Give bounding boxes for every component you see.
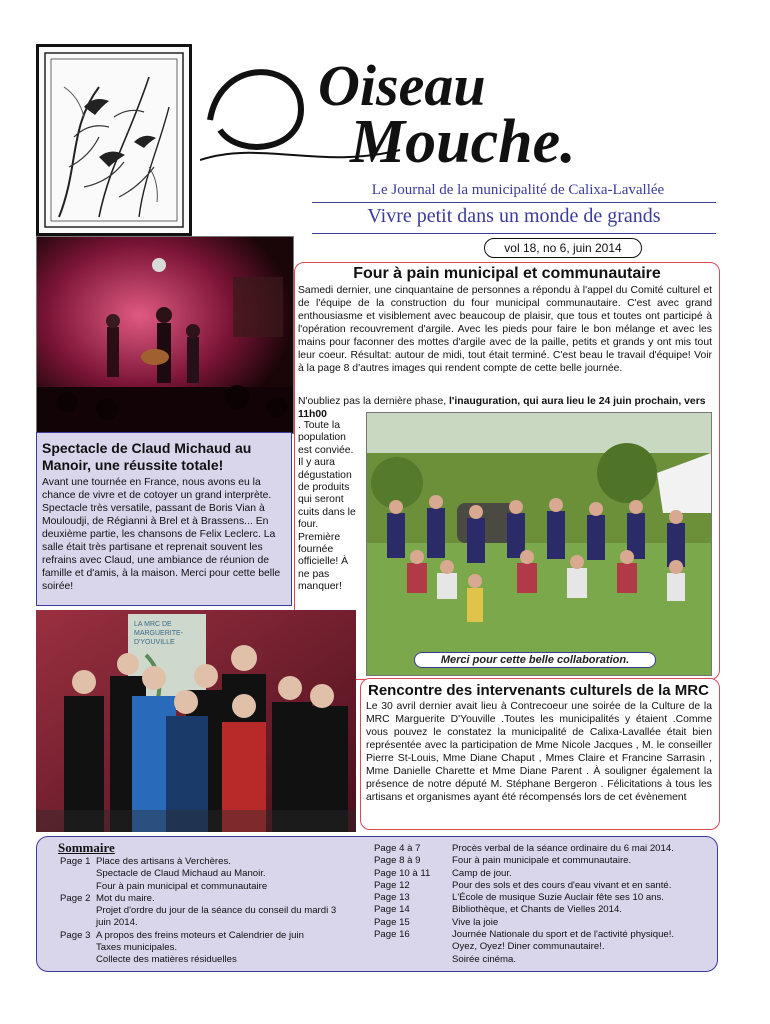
divider — [312, 202, 716, 203]
toc-item: Camp de jour. — [452, 867, 512, 879]
toc-page: Page 1 — [60, 856, 91, 867]
toc-item: Bibliothèque, et Chants de Vielles 2014. — [452, 904, 622, 916]
journal-subtitle: Le Journal de la municipalité de Calixa-Lavallée — [371, 182, 665, 198]
four-article-sidebar-text: . Toute la population est conviée. Il y aura dégustation de produits qui seront cuits dans le four. Première fournée officielle! À ne pas manquer! — [298, 420, 356, 593]
four-article-title: Four à pain municipal et communautaire — [353, 265, 661, 282]
toc-page — [60, 881, 96, 893]
toc-item: Four à pain municipale et communautaire. — [452, 855, 632, 867]
toc-entry — [60, 868, 340, 880]
toc-page: Page 4 à 7 — [374, 843, 421, 854]
toc-entry — [374, 941, 704, 953]
issue-number: vol 18, no 6, juin 2014 — [484, 238, 642, 258]
toc-entry — [374, 855, 704, 867]
toc-entry — [60, 954, 340, 966]
toc-entry — [374, 880, 704, 892]
toc-entry — [60, 942, 340, 954]
toc-page — [60, 868, 96, 880]
toc-item: L'École de musique Suzie Auclair fête ses 10 ans. — [452, 892, 664, 904]
title-word-oiseau: Oiseau — [318, 53, 486, 118]
toc-entry — [374, 892, 704, 904]
toc-page: Page 13 — [374, 892, 410, 904]
table-of-contents-title: Sommaire — [58, 840, 115, 855]
toc-page — [60, 954, 96, 966]
toc-item: A propos des freins moteurs et Calendrier de juin — [96, 929, 304, 941]
toc-item: Spectacle de Claud Michaud au Manoir. — [96, 868, 266, 880]
bird-foliage-illustration — [39, 47, 189, 233]
toc-entry — [374, 904, 704, 916]
mrc-photo — [36, 610, 356, 832]
toc-item: Mot du maire. — [96, 892, 155, 904]
toc-page: Page 14 — [374, 904, 410, 916]
banner-line-1: LA MRC DE — [134, 621, 172, 628]
toc-item: Place des artisans à Verchères. — [96, 856, 231, 867]
toc-item: Projet d'ordre du jour de la séance du conseil du mardi 3 juin 2014. — [96, 905, 337, 929]
toc-item: Procès verbal de la séance ordinaire du 6 mai 2014. — [452, 843, 674, 854]
toc-page: Page 10 à 11 — [374, 867, 431, 879]
claud-article-title: Spectacle de Claud Michaud au Manoir, une réussite totale! — [42, 440, 252, 473]
toc-item: Soirée cinéma. — [452, 953, 516, 965]
toc-page — [374, 954, 452, 966]
mrc-article-title: Rencontre des intervenants culturels de la MRC — [368, 682, 709, 699]
toc-left-column — [60, 856, 340, 967]
toc-entry — [60, 930, 340, 942]
toc-page — [374, 941, 452, 953]
inauguration-details: l'inauguration, qui aura lieu le 24 juin prochain, vers 11h00 — [298, 396, 706, 420]
toc-page: Page 12 — [374, 879, 410, 891]
masthead-title — [200, 50, 740, 170]
reminder-intro: N'oubliez pas la dernière phase, — [298, 396, 450, 407]
journal-motto: Vivre petit dans un monde de grands — [367, 205, 661, 227]
toc-item: Four à pain municipal et communautaire — [96, 880, 268, 892]
concert-photo — [36, 236, 294, 434]
toc-item: Taxes municipales. — [96, 942, 178, 954]
toc-entry — [60, 881, 340, 893]
mrc-article-body: Le 30 avril dernier avait lieu à Contrecoeur une soirée de la Culture de la MRC Marguerite D'Youville .Toutes les municipalités y étaient .Comme vous pouvez le constatez la municipalité de Calixa-Lavallée était bien représentée avec la participation de Mme Nicole Jacques , M. le conseiller Pierre St-Louis, Mme Diane Chaput , Mmes Claire et Francine Sarrasin , Mme Danielle Charette et Mme Diane Parent . À souligner également la présence de notre député M. Stéphane Bergeron . Félicitations à tous les artisans et organismes ayant été récompensés lors de cet évènement — [366, 701, 712, 803]
title-word-mouche: Mouche. — [350, 108, 576, 170]
toc-page: Page 16 — [374, 929, 410, 941]
banner-line-2: MARGUERITE- — [134, 630, 183, 637]
toc-page — [60, 942, 96, 954]
masthead-illustration — [36, 44, 192, 236]
toc-item: Collecte des matières résiduelles — [96, 954, 237, 966]
four-article-body: Samedi dernier, une cinquantaine de personnes a répondu à l'appel du Comité culturel et de l'équipe de la construction du four municipal communautaire. C'est avec grand enthousiasme et visiblement avec beaucoup de plaisir, que tous et toutes ont participé à l'opération recouvrement d'argile. Avec les pieds pour faire le bon mélange et avec les mains pour faconner des mottes d'argile avec de la paille, petits et grands y ont mis tout leur coeur. Résultat: autour de midi, tout était terminé. C'est beau le travail d'équipe! Voir à la page 8 d'autres images qui rendent compte de cette belle journée. — [298, 285, 712, 374]
claud-article-body: Avant une tournée en France, nous avons eu la chance de vivre et de cotoyer un grand interprète. Spectacle très versatile, passant de Boris Vian à Mouloudji, de Régianni à Brel et à Brassens... En deuxième partie, les chansons de Felix Leclerc. La salle était très partisane et reprenait souvent les refrains avec Claud, une ambiance de réunion de famille et d'amis, à la maison. Merci pour cette belle soirée! — [42, 477, 281, 592]
toc-page: Page 8 à 9 — [374, 855, 421, 867]
toc-entry — [60, 905, 340, 930]
toc-entry — [60, 893, 340, 905]
toc-item: Oyez, Oyez! Diner communautaire!. — [452, 941, 605, 953]
group-photo-caption: Merci pour cette belle collaboration. — [414, 652, 656, 668]
toc-item: Vive la joie — [452, 916, 499, 928]
toc-page — [60, 905, 96, 930]
toc-page: Page 2 — [60, 892, 91, 904]
toc-entry — [60, 856, 340, 868]
toc-entry — [374, 843, 704, 855]
toc-entry — [374, 954, 704, 966]
toc-page: Page 3 — [60, 929, 91, 941]
group-photo — [366, 412, 712, 676]
toc-item: Journée Nationale du sport et de l'activité physique!. — [452, 929, 675, 941]
toc-page: Page 15 — [374, 916, 410, 928]
toc-entry — [374, 868, 704, 880]
divider — [312, 233, 716, 234]
toc-right-column — [374, 843, 704, 966]
toc-item: Pour des sols et des cours d'eau vivant et en santé. — [452, 879, 672, 891]
toc-entry — [374, 917, 704, 929]
banner-line-3: D'YOUVILLE — [134, 639, 175, 646]
toc-entry — [374, 929, 704, 941]
